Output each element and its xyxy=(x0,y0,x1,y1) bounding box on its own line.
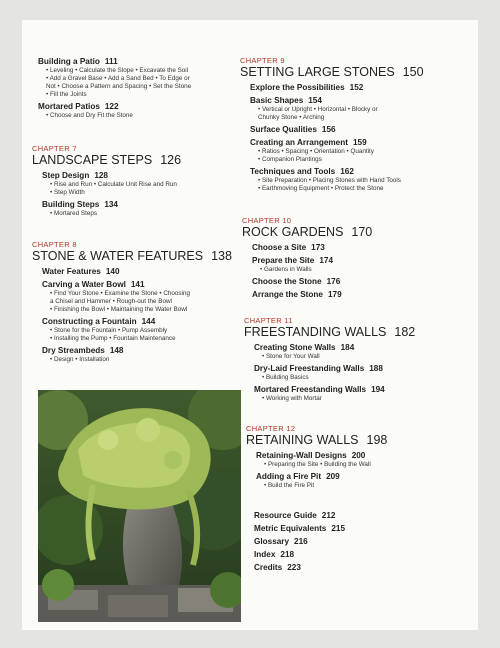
toc-entry xyxy=(254,563,345,573)
toc-entry xyxy=(38,57,191,99)
back-matter xyxy=(254,508,345,573)
chapter-12 xyxy=(246,424,387,490)
chapter-title: STONE & WATER FEATURES xyxy=(32,249,204,263)
entry-title: Dry Streambeds xyxy=(42,346,105,355)
entry-subtopics: • Gardens in Walls xyxy=(260,266,312,273)
chapter-page: 182 xyxy=(394,325,416,339)
entry-title: Index xyxy=(254,550,276,559)
chapter-9 xyxy=(240,56,424,193)
entry-title: Mortared Freestanding Walls xyxy=(254,385,367,394)
entry-subtopics: • Working with Mortar xyxy=(262,395,322,402)
chapter-page: 150 xyxy=(402,65,424,79)
entry-page: 209 xyxy=(326,472,340,481)
entry-page: 148 xyxy=(109,346,124,355)
chapter-number: CHAPTER 11 xyxy=(244,316,293,325)
chapter-8 xyxy=(32,240,232,364)
toc-entry xyxy=(42,267,232,277)
chapter-number: CHAPTER 8 xyxy=(32,240,77,249)
entry-title: Glossary xyxy=(254,537,290,546)
entry-subtopics: • Choose and Dry Fit the Stone xyxy=(46,112,133,119)
entry-subtopics: • Finishing the Bowl • Maintaining the Water Bowl xyxy=(50,306,188,313)
entry-title: Building a Patio xyxy=(38,57,100,66)
entry-title: Arrange the Stone xyxy=(252,290,323,299)
toc-entry xyxy=(42,171,181,197)
toc-entry xyxy=(254,550,345,560)
entry-title: Techniques and Tools xyxy=(250,167,336,176)
toc-entry xyxy=(42,280,232,314)
entry-page: 134 xyxy=(104,200,118,209)
entry-title: Creating Stone Walls xyxy=(254,343,336,352)
chapter-page: 138 xyxy=(211,249,232,263)
entry-subtopics: • Fill the Joints xyxy=(46,91,87,98)
toc-entry xyxy=(252,243,372,253)
chapter-number: CHAPTER 9 xyxy=(240,56,285,65)
entry-subtopics: • Build the Fire Pit xyxy=(264,482,315,489)
entry-subtopics: • Ratios • Spacing • Orientation • Quantity xyxy=(258,148,374,155)
entry-page: 128 xyxy=(94,171,108,180)
chapter-title: LANDSCAPE STEPS xyxy=(32,153,153,167)
garden-stone-photo xyxy=(38,390,241,622)
toc-entry xyxy=(250,125,424,135)
chapter-page: 198 xyxy=(366,433,388,447)
entry-subtopics: • Building Basics xyxy=(262,374,309,381)
toc-entry xyxy=(254,364,415,382)
chapter-title: ROCK GARDENS xyxy=(242,225,344,239)
toc-entry xyxy=(256,451,387,469)
entry-subtopics: • Rise and Run • Calculate Unit Rise and Run xyxy=(50,181,177,188)
entry-page: 223 xyxy=(287,563,301,572)
entry-page: 188 xyxy=(369,364,383,373)
entry-subtopics: Not • Choose a Pattern and Spacing • Set the Stone xyxy=(46,83,192,90)
toc-entry xyxy=(42,317,232,343)
chapter-title: RETAINING WALLS xyxy=(246,433,359,447)
patio-entries xyxy=(38,54,191,120)
entry-page: 159 xyxy=(352,138,367,147)
entry-title: Creating an Arrangement xyxy=(250,138,348,147)
entry-title: Dry-Laid Freestanding Walls xyxy=(254,364,365,373)
entry-page: 184 xyxy=(340,343,355,352)
entry-title: Constructing a Fountain xyxy=(42,317,137,326)
toc-entry xyxy=(42,346,232,364)
entry-page: 194 xyxy=(371,385,385,394)
chapter-number: CHAPTER 10 xyxy=(242,216,292,225)
entry-subtopics: • Earthmoving Equipment • Protect the Stone xyxy=(258,185,384,192)
entry-subtopics: • Stone for the Fountain • Pump Assembly xyxy=(50,327,168,334)
chapter-page: 126 xyxy=(160,153,182,167)
entry-subtopics: • Preparing the Site • Building the Wall xyxy=(264,461,371,468)
entry-subtopics: • Design • Installation xyxy=(50,356,110,363)
chapter-10 xyxy=(242,216,372,300)
entry-page: 111 xyxy=(104,57,118,66)
entry-title: Mortared Patios xyxy=(38,102,100,111)
toc-entry xyxy=(250,167,424,193)
toc-entry xyxy=(254,511,345,521)
toc-entry xyxy=(250,83,424,93)
entry-page: 140 xyxy=(105,267,120,276)
entry-subtopics: • Leveling • Calculate the Slope • Excavate the Soil xyxy=(46,67,189,74)
chapter-title: FREESTANDING WALLS xyxy=(244,325,387,339)
entry-page: 144 xyxy=(141,317,156,326)
entry-page: 218 xyxy=(280,550,295,559)
entry-title: Basic Shapes xyxy=(250,96,304,105)
entry-page: 154 xyxy=(308,96,322,105)
entry-page: 152 xyxy=(349,83,364,92)
entry-page: 216 xyxy=(294,537,308,546)
toc-entry xyxy=(254,524,345,534)
chapter-number: CHAPTER 7 xyxy=(32,144,77,153)
entry-page: 173 xyxy=(311,243,325,252)
entry-title: Choose a Site xyxy=(252,243,307,252)
chapter-7 xyxy=(32,144,181,218)
entry-page: 200 xyxy=(351,451,366,460)
entry-subtopics: • Find Your Stone • Examine the Stone • Choosing xyxy=(50,290,190,297)
entry-subtopics: • Mortared Steps xyxy=(50,210,98,217)
entry-page: 156 xyxy=(321,125,336,134)
toc-entry xyxy=(254,343,415,361)
toc-entry xyxy=(252,290,372,300)
toc-entry xyxy=(252,277,372,287)
entry-subtopics: • Stone for Your Wall xyxy=(262,353,320,360)
entry-title: Resource Guide xyxy=(254,511,317,520)
entry-title: Explore the Possibilities xyxy=(250,83,345,92)
entry-page: 122 xyxy=(104,102,119,111)
toc-entry xyxy=(42,200,181,218)
book-page xyxy=(22,20,478,630)
entry-subtopics: • Companion Plantings xyxy=(258,156,322,163)
entry-title: Surface Qualities xyxy=(250,125,317,134)
entry-subtopics: • Vertical or Upright • Horizontal • Blocky or xyxy=(258,106,378,113)
entry-title: Choose the Stone xyxy=(252,277,322,286)
entry-page: 215 xyxy=(331,524,346,533)
entry-subtopics: • Add a Gravel Base • Add a Sand Bed • To Edge or xyxy=(46,75,190,82)
toc-entry xyxy=(254,385,415,403)
toc-entry xyxy=(256,472,387,490)
entry-subtopics: • Step Width xyxy=(50,189,85,196)
chapter-title: SETTING LARGE STONES xyxy=(240,65,395,79)
entry-page: 141 xyxy=(130,280,145,289)
entry-subtopics: Chunky Stone • Arching xyxy=(258,114,325,121)
entry-subtopics: • Installing the Pump • Fountain Maintenance xyxy=(50,335,176,342)
chapter-11 xyxy=(244,316,415,403)
entry-title: Building Steps xyxy=(42,200,100,209)
entry-title: Step Design xyxy=(42,171,90,180)
entry-page: 212 xyxy=(321,511,336,520)
toc-entry xyxy=(252,256,372,274)
entry-page: 174 xyxy=(319,256,334,265)
chapter-page: 170 xyxy=(351,225,373,239)
toc-entry xyxy=(38,102,191,120)
entry-page: 176 xyxy=(326,277,341,286)
toc-entry xyxy=(250,138,424,164)
entry-title: Metric Equivalents xyxy=(254,524,327,533)
entry-title: Water Features xyxy=(42,267,101,276)
chapter-number: CHAPTER 12 xyxy=(246,424,296,433)
entry-page: 179 xyxy=(327,290,342,299)
toc-entry xyxy=(250,96,424,122)
entry-title: Adding a Fire Pit xyxy=(256,472,322,481)
entry-title: Credits xyxy=(254,563,283,572)
toc-entry xyxy=(254,537,345,547)
entry-title: Retaining-Wall Designs xyxy=(256,451,347,460)
garden-photo-image xyxy=(38,390,241,622)
entry-subtopics: • Site Preparation • Placing Stones with Hand Tools xyxy=(258,177,401,184)
entry-title: Prepare the Site xyxy=(252,256,315,265)
entry-page: 162 xyxy=(340,167,354,176)
entry-title: Carving a Water Bowl xyxy=(42,280,126,289)
entry-subtopics: a Chisel and Hammer • Rough-out the Bowl xyxy=(50,298,172,305)
